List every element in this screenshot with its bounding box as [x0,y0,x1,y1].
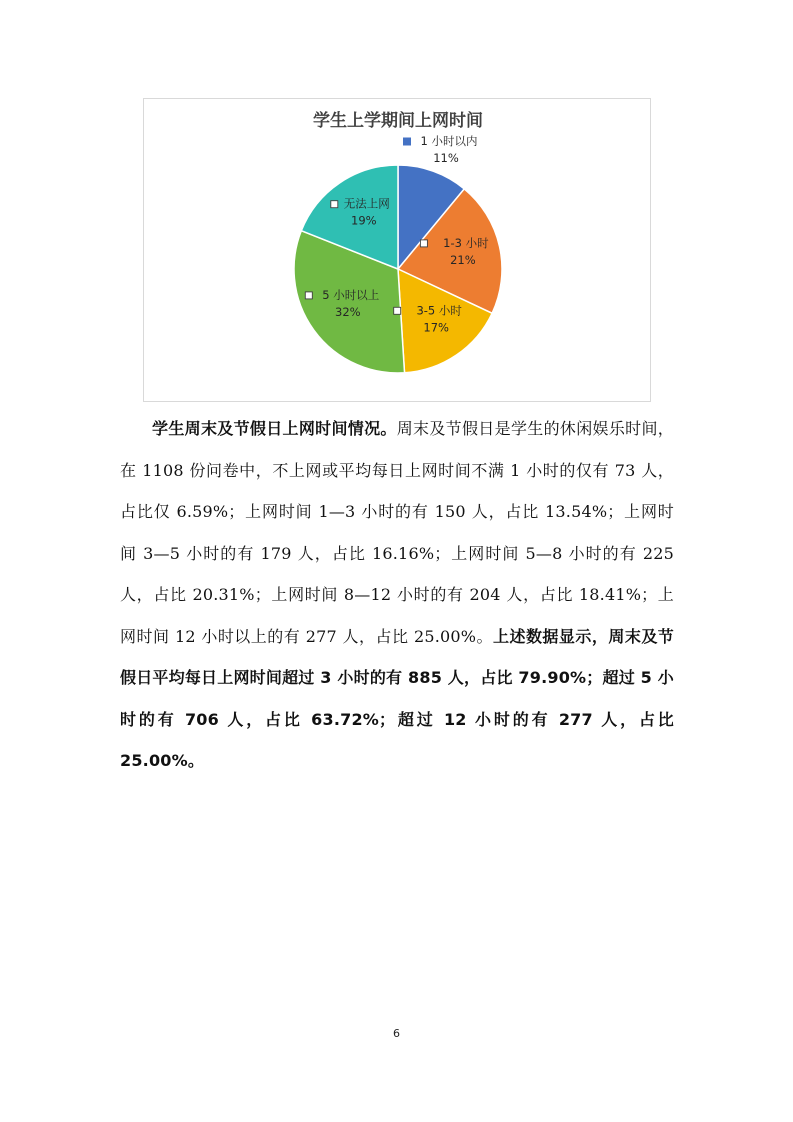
slice-percent-label: 21% [450,252,476,267]
slice-label [404,134,478,165]
paragraph-heading: 学生周末及节假日上网时间情况。 [152,419,397,438]
paragraph-conclusion: 上述数据显示，周末及节假日平均每日上网时间超过 3 小时的有 885 人，占比 79.90%；超过 5 小时的有 706 人，占比 63.72%；超过 12 小时的有 277 人，占比 25.00%。 [120,626,675,770]
slice-percent-label: 19% [351,213,377,228]
body-paragraph [120,408,674,782]
legend-swatch [305,292,312,299]
slice-percent-label: 17% [423,320,449,335]
slice-name-label: 1-3 小时 [443,235,489,250]
pie-chart-svg [144,99,652,403]
slice-name-label: 无法上网 [343,196,390,211]
slice-percent-label: 32% [335,304,361,319]
paragraph-body: 周末及节假日是学生的休闲娱乐时间，在 1108 份问卷中，不上网或平均每日上网时间不满 1 小时的仅有 73 人，占比仅 6.59%；上网时间 1—3 小时的有 150 人，占比 13.54%；上网时间 3—5 小时的有 179 人，占比 16.16%；上网时间 5—8 小时的有 225 人，占比 20.31%；上网时间 8—12 小时的有 204 人，占比 18.41%；上网时间 12 小时以上的有 277 人，占比 25.00%。 [120,419,674,646]
slice-name-label: 5 小时以上 [322,287,380,302]
slice-percent-label: 11% [433,151,459,165]
pie-chart [143,98,651,402]
chart-title: 学生上学期间上网时间 [313,111,483,131]
legend-swatch [331,201,338,208]
legend-swatch [394,307,401,314]
page-number: 6 [393,1027,400,1040]
slice-name-label: 1 小时以内 [420,134,478,148]
legend-swatch [404,138,411,145]
legend-swatch [420,240,427,247]
slice-name-label: 3-5 小时 [416,303,462,318]
